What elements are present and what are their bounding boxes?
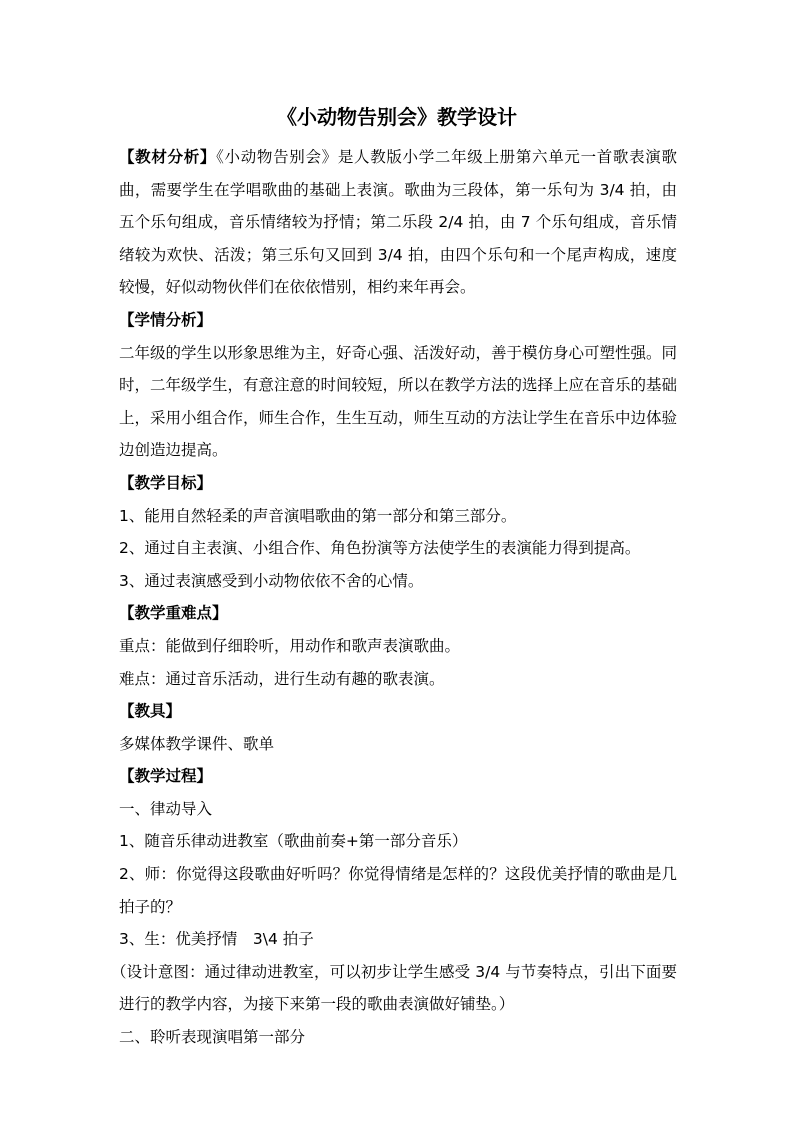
teaching-goal-item: 1、能用自然轻柔的声音演唱歌曲的第一部分和第三部分。 [119,506,517,525]
document-title: 《小动物告别会》教学设计 [277,105,517,129]
document-body [111,141,678,1054]
teaching-goals-heading: 【教学目标】 [119,473,213,492]
difficult-point-item: 难点：通过音乐活动，进行生动有趣的歌表演。 [119,669,445,688]
learner-analysis-text: 二年级的学生以形象思维为主，好奇心强、活泼好动，善于模仿身心可塑性强。同时，二年级学生，有意注意的时间较短，所以在教学方法的选择上应在音乐的基础上，采用小组合作，师生合作，生生互动，师生互动的方法让学生在音乐中边体验边创造边提高。 [119,343,678,460]
teaching-tools-heading: 【教具】 [119,702,182,721]
process-step-item: 2、师：你觉得这段歌曲好听吗？你觉得情绪是怎样的？这段优美抒情的歌曲是几拍子的？ [119,865,677,916]
key-points-heading: 【教学重难点】 [119,604,228,623]
process-step-item: 二、聆听表现演唱第一部分 [119,1028,306,1047]
teaching-goal-item: 2、通过自主表演、小组合作、角色扮演等方法使学生的表演能力得到提高。 [119,539,641,558]
material-analysis-text: 《小动物告别会》是人教版小学二年级上册第六单元一首歌表演歌曲，需要学生在学唱歌曲的基础上表演。歌曲为三段体，第一乐句为 3/4 拍，由五个乐句组成，音乐情绪较为抒情；第二乐段 2/4 拍，由 7 个乐句组成，音乐情绪较为欢快、活泼；第三乐句又回到 3/4 拍，由四个乐句和一个尾声构成，速度较慢，好似动物伙伴们在依依惜别，相约来年再会。 [119,148,677,297]
learner-analysis-heading: 【学情分析】 [119,310,213,329]
teaching-tools-text: 多媒体教学课件、歌单 [119,734,275,753]
process-step-item: 一、律动导入 [119,799,213,818]
material-analysis-paragraph [119,141,677,304]
teaching-goal-item: 3、通过表演感受到小动物依依不舍的心情。 [119,571,424,590]
process-step-item: 1、随音乐律动进教室（歌曲前奏+第一部分音乐） [119,832,468,851]
key-point-item: 重点：能做到仔细聆听，用动作和歌声表演歌曲。 [119,636,461,655]
teaching-process-heading: 【教学过程】 [119,767,213,786]
material-analysis-heading: 【教材分析】 [119,148,217,166]
process-step-item: 3、生：优美抒情 3\4 拍子 [119,930,314,949]
design-intent-note: （设计意图：通过律动进教室，可以初步让学生感受 3/4 与节奏特点，引出下面要进行的教学内容，为接下来第一段的歌曲表演做好铺垫。） [111,962,677,1014]
